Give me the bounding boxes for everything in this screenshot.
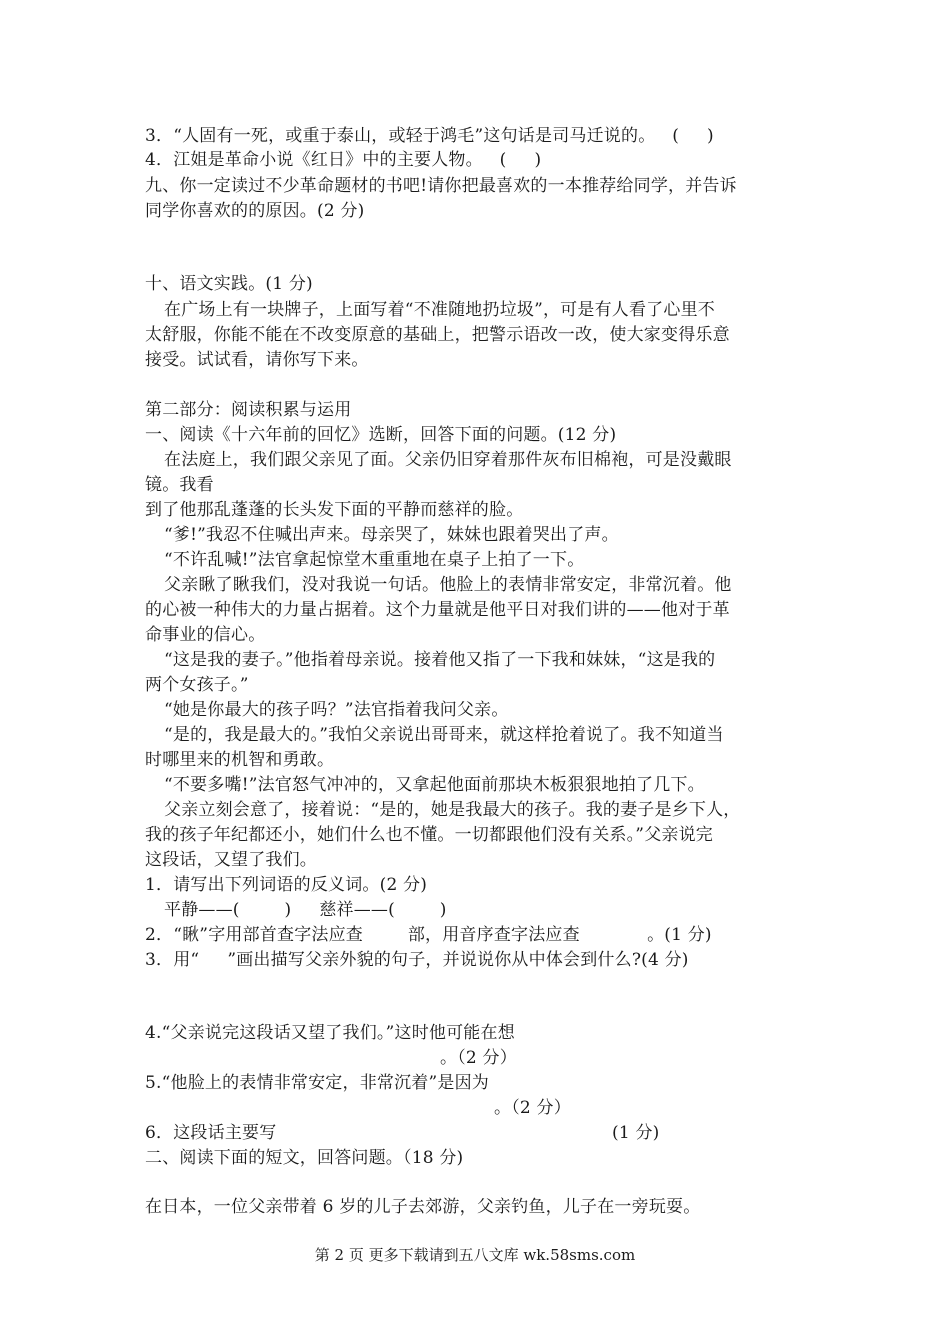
question-1-blanks: 平静——( ) 慈祥——( ) bbox=[164, 900, 447, 920]
reading-2-heading: 二、阅读下面的短文，回答问题。（18 分) bbox=[145, 1148, 464, 1168]
question-6-score: (1 分) bbox=[612, 1123, 660, 1143]
question-1: 1．请写出下列词语的反义词。(2 分) bbox=[145, 875, 428, 895]
passage-line: “她是你最大的孩子吗？”法官指着我问父亲。 bbox=[164, 700, 509, 720]
reading-1-heading: 一、阅读《十六年前的回忆》选断，回答下面的问题。(12 分) bbox=[145, 425, 617, 445]
reading-2-line-1: 在日本，一位父亲带着 6 岁的儿子去郊游，父亲钓鱼，儿子在一旁玩耍。 bbox=[145, 1197, 701, 1217]
page-footer: 第 2 页 更多下载请到五八文库 wk.58sms.com bbox=[314, 1246, 636, 1264]
passage-line: 命事业的信心。 bbox=[145, 625, 266, 645]
passage-line: 的心被一种伟大的力量占据着。这个力量就是他平日对我们讲的——他对于革 bbox=[145, 600, 730, 620]
part-2-heading: 第二部分：阅读积累与运用 bbox=[145, 400, 352, 420]
question-3: 3．用“ ”画出描写父亲外貌的句子，并说说你从中体会到什么?(4 分) bbox=[145, 950, 689, 970]
question-5: 5.“他脸上的表情非常安定，非常沉着”是因为 bbox=[145, 1073, 490, 1093]
passage-line: 两个女孩子。” bbox=[145, 675, 249, 695]
passage-line: “不要多嘴!”法官怒气冲冲的，又拿起他面前那块木板狠狠地拍了几下。 bbox=[164, 775, 705, 795]
section-9-line-1: 九、你一定读过不少革命题材的书吧!请你把最喜欢的一本推荐给同学，并告诉 bbox=[145, 176, 737, 196]
judge-item-3: 3．“人固有一死，或重于泰山，或轻于鸿毛”这句话是司马迁说的。 ( ) bbox=[145, 126, 714, 146]
passage-line: 父亲立刻会意了，接着说：“是的，她是我最大的孩子。我的妻子是乡下人， bbox=[164, 800, 741, 820]
passage-line: “不许乱喊!”法官拿起惊堂木重重地在桌子上拍了一下。 bbox=[164, 550, 585, 570]
question-4-score: 。（2 分） bbox=[440, 1048, 517, 1068]
question-6: 6．这段话主要写 bbox=[145, 1123, 277, 1143]
section-10-line-1: 在广场上有一块牌子，上面写着“不准随地扔垃圾”，可是有人看了心里不 bbox=[164, 300, 715, 320]
passage-line: “是的，我是最大的。”我怕父亲说出哥哥来，就这样抢着说了。我不知道当 bbox=[164, 725, 724, 745]
passage-line: 到了他那乱蓬蓬的长头发下面的平静而慈祥的脸。 bbox=[145, 500, 524, 520]
question-4: 4.“父亲说完这段话又望了我们。”这时他可能在想 bbox=[145, 1023, 515, 1043]
judge-item-4: 4．江姐是革命小说《红日》中的主要人物。 ( ) bbox=[145, 150, 542, 170]
passage-line: 时哪里来的机智和勇敢。 bbox=[145, 750, 335, 770]
section-9-line-2: 同学你喜欢的的原因。(2 分) bbox=[145, 201, 365, 221]
passage-line: 镜。我看 bbox=[145, 475, 214, 495]
section-10-heading: 十、语文实践。(1 分) bbox=[145, 274, 313, 294]
passage-line: 父亲瞅了瞅我们，没对我说一句话。他脸上的表情非常安定，非常沉着。他 bbox=[164, 575, 732, 595]
question-5-score: 。（2 分） bbox=[494, 1098, 571, 1118]
section-10-line-2: 太舒服，你能不能在不改变原意的基础上，把警示语改一改，使大家变得乐意 bbox=[145, 325, 730, 345]
passage-line: 这段话，又望了我们。 bbox=[145, 850, 317, 870]
passage-line: 在法庭上，我们跟父亲见了面。父亲仍旧穿着那件灰布旧棉袍，可是没戴眼 bbox=[164, 450, 732, 470]
passage-line: 我的孩子年纪都还小，她们什么也不懂。一切都跟他们没有关系。”父亲说完 bbox=[145, 825, 713, 845]
section-10-line-3: 接受。试试看，请你写下来。 bbox=[145, 350, 369, 370]
question-2: 2．“瞅”字用部首查字法应查 部，用音序查字法应查 。(1 分) bbox=[145, 925, 712, 945]
passage-line: “这是我的妻子。”他指着母亲说。接着他又指了一下我和妹妹，“这是我的 bbox=[164, 650, 716, 670]
passage-line: “爹!”我忍不住喊出声来。母亲哭了，妹妹也跟着哭出了声。 bbox=[164, 525, 619, 545]
